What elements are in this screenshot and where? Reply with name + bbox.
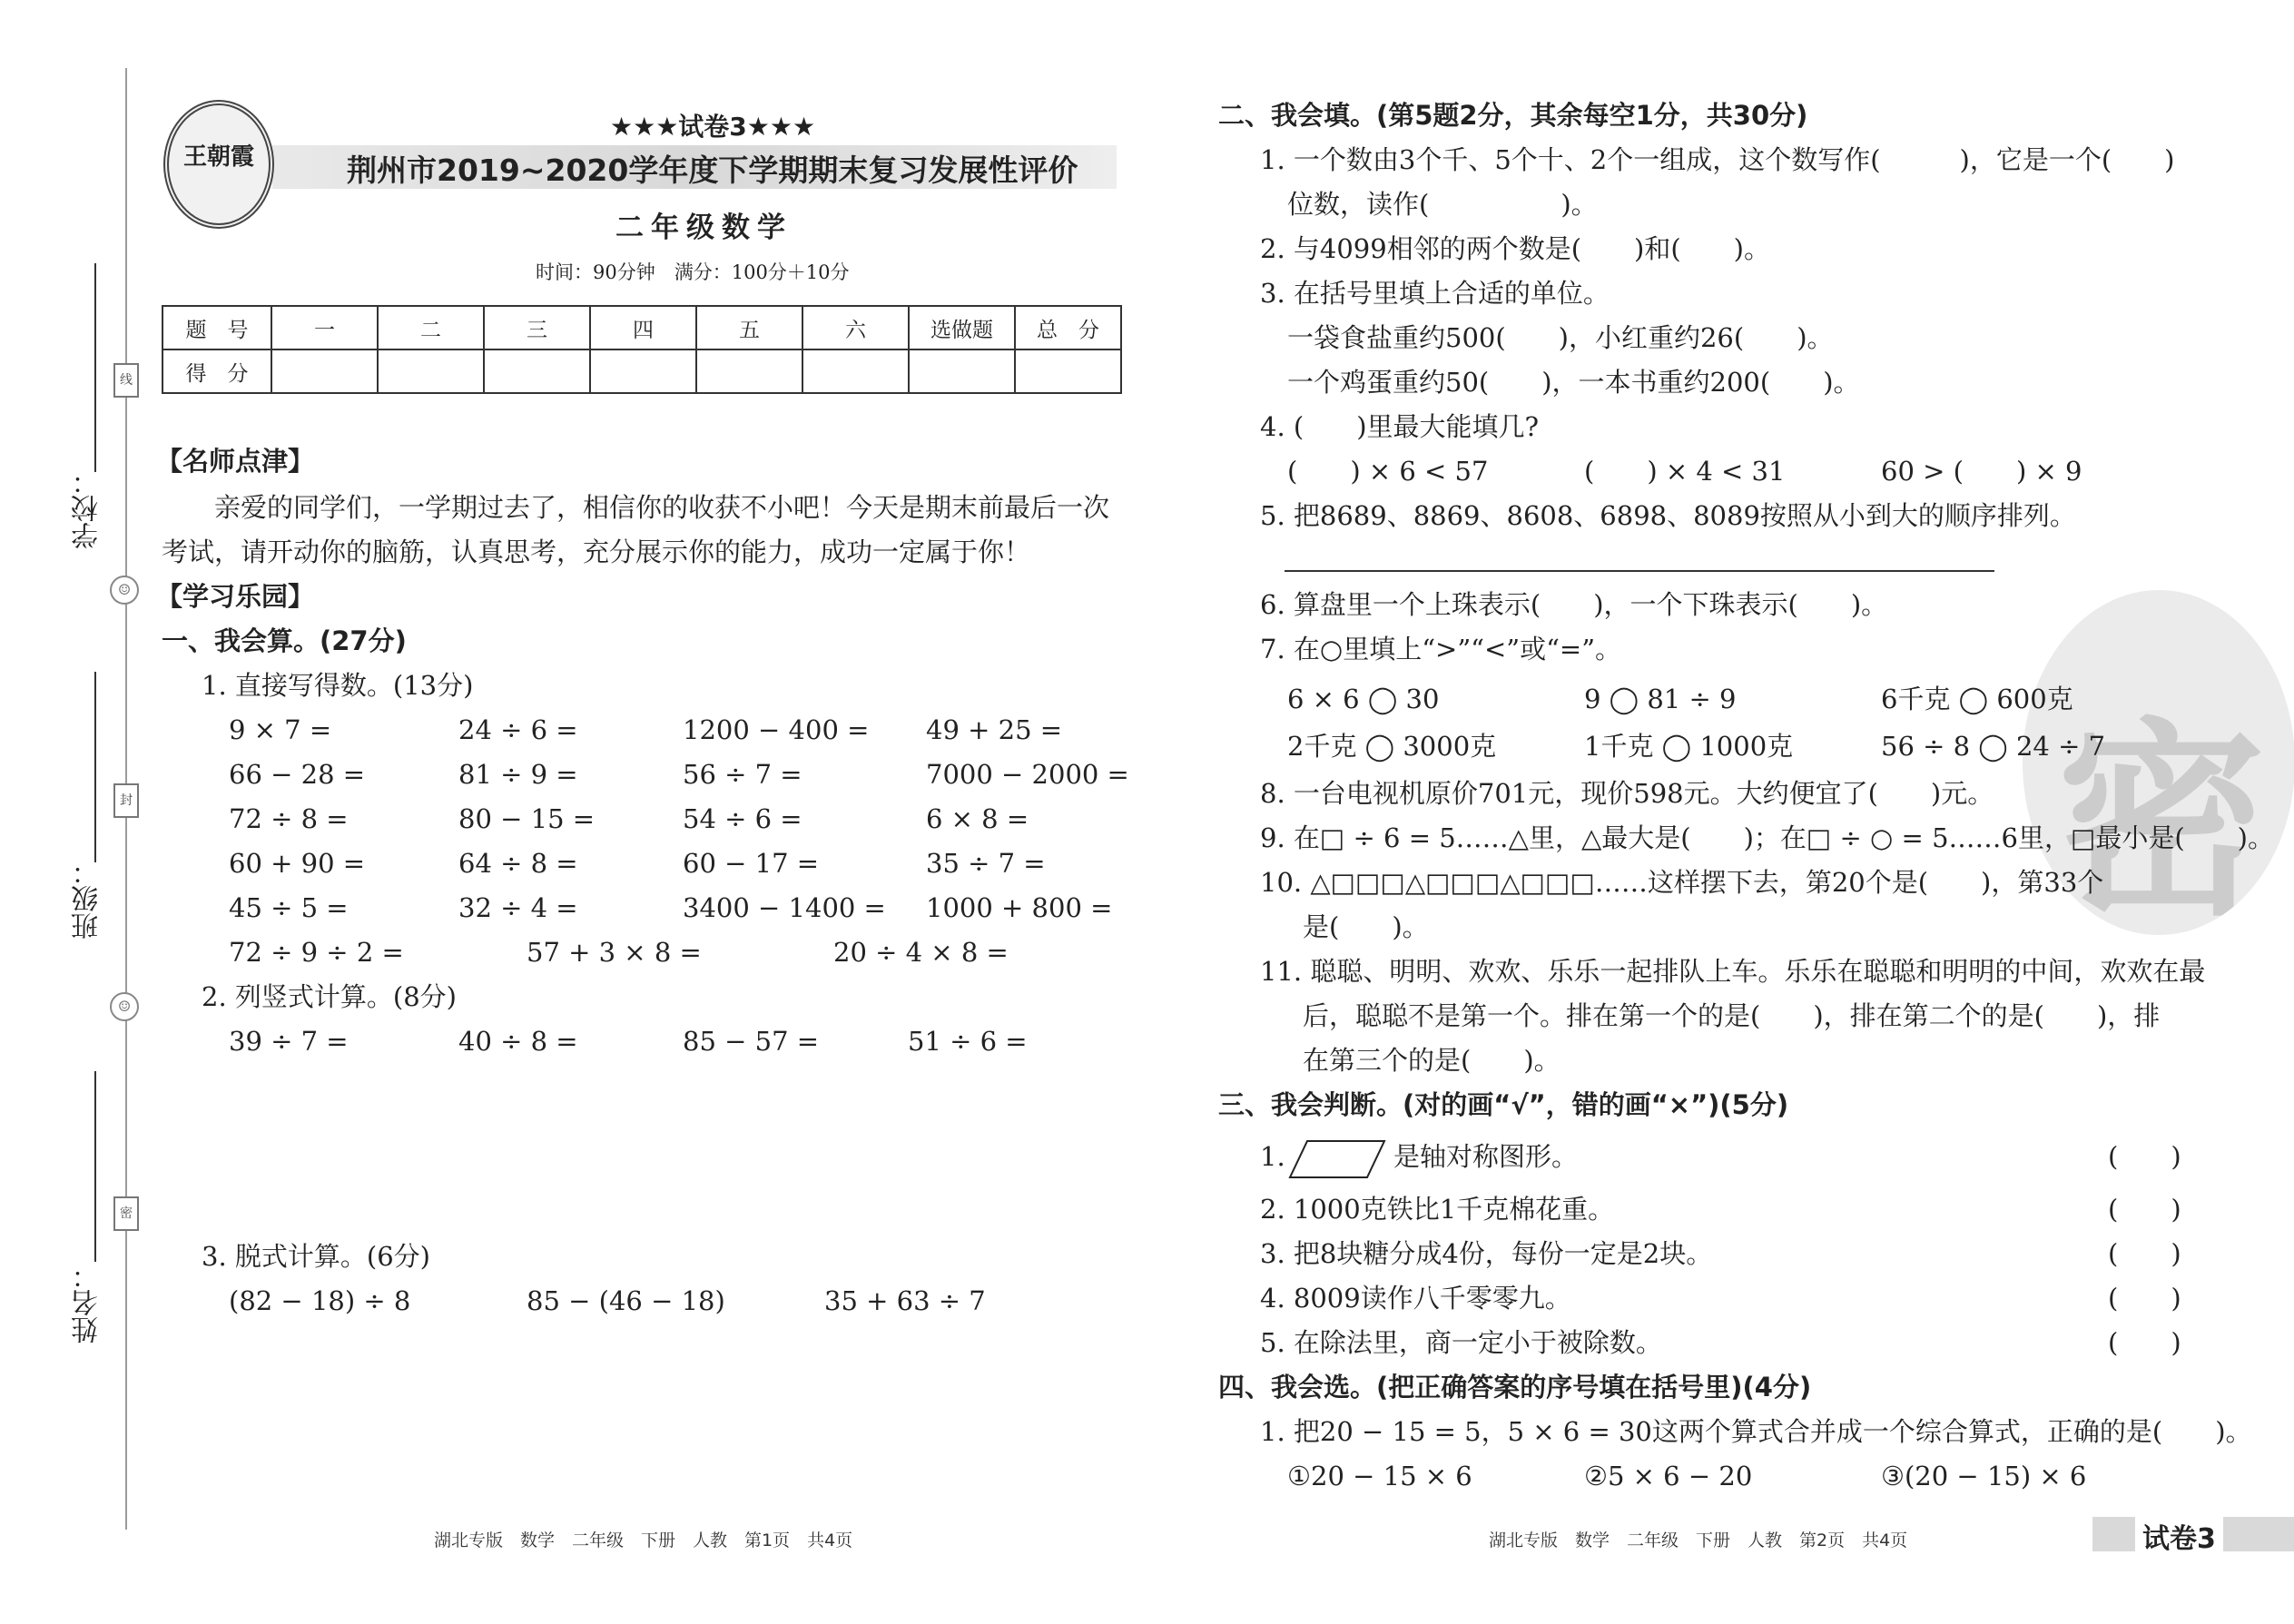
table-cell: 选做题 [909, 306, 1015, 349]
class-label: 班级： [72, 858, 103, 940]
question-1-2: 2. 列竖式计算。(8分) [202, 981, 457, 1012]
fill-item: 60 > ( ) × 9 [1881, 456, 2082, 487]
judge-question: 2. 1000克铁比1千克棉花重。 [1260, 1194, 1615, 1225]
calc-item: 57 + 3 × 8 = [527, 937, 702, 968]
answer-paren[interactable]: ( ) [2108, 1238, 2181, 1269]
vertical-calc-item: 40 ÷ 8 = [458, 1026, 578, 1057]
fill-question: 1. 一个数由3个千、5个十、2个一组成，这个数写作( )，它是一个( ) [1260, 144, 2175, 175]
calc-item: 56 ÷ 7 = [683, 759, 802, 790]
table-cell: 四 [590, 306, 696, 349]
compare-item: 6千克 ◯ 600克 [1881, 684, 2073, 714]
compare-item: 9 ◯ 81 ÷ 9 [1584, 684, 1737, 714]
class-line [94, 672, 96, 862]
calc-item: 1000 + 800 = [926, 892, 1113, 923]
seal-mark-secret: 密 [113, 1196, 139, 1231]
score-cell[interactable] [1015, 349, 1121, 393]
vertical-calc-item: 39 ÷ 7 = [229, 1026, 349, 1057]
fill-question: 11. 聪聪、明明、欢欢、乐乐一起排队上车。乐乐在聪聪和明明的中间，欢欢在最 [1260, 956, 2206, 987]
score-table [162, 305, 1122, 394]
table-cell: 二 [378, 306, 484, 349]
parallelogram-icon [1287, 1138, 1387, 1180]
score-table-score-row [162, 349, 1121, 393]
calc-item: 64 ÷ 8 = [458, 848, 578, 879]
publisher-logo: 王朝霞 [163, 100, 274, 229]
fill-question: 8. 一台电视机原价701元，现价598元。大约便宜了( )元。 [1260, 778, 1994, 809]
score-cell[interactable] [271, 349, 378, 393]
garden-heading: 【学习乐园】 [156, 581, 315, 612]
punch-hole-icon: ☺ [110, 992, 139, 1021]
fill-question: 是( )。 [1303, 911, 1429, 942]
table-cell: 三 [484, 306, 590, 349]
secret-stamp-icon: 密 [2023, 590, 2294, 935]
footer-right: 湖北专版 数学 二年级 下册 人教 第2页 共4页 [1489, 1530, 1908, 1550]
punch-hole-icon: ☺ [110, 576, 139, 605]
judge-question: 4. 8009读作八千零零九。 [1260, 1283, 1571, 1314]
calc-item: 24 ÷ 6 = [458, 714, 578, 745]
calc-item: 20 ÷ 4 × 8 = [833, 937, 1009, 968]
question-1-3: 3. 脱式计算。(6分) [202, 1241, 430, 1272]
fill-question: 位数，读作( )。 [1287, 189, 1598, 220]
calc-item: 35 ÷ 7 = [926, 848, 1046, 879]
fill-question: 9. 在□ ÷ 6 = 5……△里，△最大是( )；在□ ÷ ○ = 5……6里，□最小是( )。 [1260, 822, 2274, 853]
table-cell: 题 号 [162, 306, 271, 349]
fill-item: ( ) × 6 < 57 [1287, 456, 1489, 487]
calc-item: 49 + 25 = [926, 714, 1063, 745]
score-table-header-row [162, 306, 1121, 349]
answer-line[interactable] [1285, 570, 1994, 572]
score-cell[interactable] [378, 349, 484, 393]
seal-mark-line: 线 [113, 363, 139, 398]
choice-option: ③(20 − 15) × 6 [1881, 1461, 2087, 1491]
vertical-calc-item: 85 − 57 = [683, 1026, 820, 1057]
fill-item: ( ) × 4 < 31 [1584, 456, 1786, 487]
judge-number: 1. [1260, 1141, 1285, 1172]
calc-item: 6 × 8 = [926, 803, 1029, 834]
subject-title: 二年级数学 [615, 212, 793, 244]
score-cell[interactable] [802, 349, 909, 393]
compare-item: 2千克 ◯ 3000克 [1287, 731, 1497, 762]
fill-question: 2. 与4099相邻的两个数是( )和( )。 [1260, 233, 1770, 264]
section-4-title: 四、我会选。(把正确答案的序号填在括号里)(4分) [1218, 1372, 1812, 1403]
calc-item: 60 − 17 = [683, 848, 820, 879]
choice-question: 1. 把20 − 15 = 5，5 × 6 = 30这两个算式合并成一个综合算式，正确的是( )。 [1260, 1416, 2252, 1447]
calc-item: 72 ÷ 8 = [229, 803, 349, 834]
name-label: 姓名： [72, 1262, 103, 1343]
calc-item: 1200 − 400 = [683, 714, 870, 745]
name-line [94, 1071, 96, 1262]
table-cell: 得 分 [162, 349, 271, 393]
tips-heading: 【名师点津】 [156, 446, 315, 477]
fill-question: 7. 在○里填上“>”“<”或“=”。 [1260, 634, 1622, 664]
tips-text: 亲爱的同学们，一学期过去了，相信你的收获不小吧！今天是期末前最后一次 [214, 492, 1110, 523]
fill-question: 3. 在括号里填上合适的单位。 [1260, 278, 1610, 309]
compare-item: 6 × 6 ◯ 30 [1287, 684, 1440, 714]
fill-question: 后，聪聪不是第一个。排在第一个的是( )，排在第二个的是( )，排 [1303, 1000, 2161, 1031]
fill-question: 6. 算盘里一个上珠表示( )，一个下珠表示( )。 [1260, 589, 1888, 620]
table-cell: 五 [696, 306, 802, 349]
table-cell: 总 分 [1015, 306, 1121, 349]
school-label: 学校： [72, 468, 103, 549]
question-1-1: 1. 直接写得数。(13分) [202, 670, 474, 701]
fill-question: 4. ( )里最大能填几? [1260, 411, 1540, 442]
calc-item: 54 ÷ 6 = [683, 803, 802, 834]
judge-question: 是轴对称图形。 [1393, 1141, 1579, 1172]
choice-option: ①20 − 15 × 6 [1287, 1461, 1472, 1491]
calc-item: 72 ÷ 9 ÷ 2 = [229, 937, 404, 968]
calc-item: 81 ÷ 9 = [458, 759, 578, 790]
stepwise-calc-item: 85 − (46 − 18) [527, 1285, 725, 1316]
fill-question: 在第三个的是( )。 [1303, 1045, 1561, 1076]
stepwise-calc-item: (82 − 18) ÷ 8 [229, 1285, 411, 1316]
answer-paren[interactable]: ( ) [2108, 1194, 2181, 1225]
vertical-calc-item: 51 ÷ 6 = [908, 1026, 1028, 1057]
school-line [94, 263, 96, 472]
judge-question: 5. 在除法里，商一定小于被除数。 [1260, 1327, 1662, 1358]
score-cell[interactable] [590, 349, 696, 393]
tips-text: 考试，请开动你的脑筋，认真思考，充分展示你的能力，成功一定属于你！ [162, 536, 1031, 567]
calc-item: 3400 − 1400 = [683, 892, 886, 923]
section-3-title: 三、我会判断。(对的画“√”，错的画“×”)(5分) [1218, 1089, 1789, 1120]
seal-mark-seal: 封 [113, 783, 139, 818]
footer-left: 湖北专版 数学 二年级 下册 人教 第1页 共4页 [434, 1530, 853, 1550]
calc-item: 60 + 90 = [229, 848, 366, 879]
calc-item: 7000 − 2000 = [926, 759, 1129, 790]
compare-item: 56 ÷ 8 ◯ 24 ÷ 7 [1881, 731, 2106, 762]
exam-title: 荆州市2019~2020学年度下学期期末复习发展性评价 [347, 153, 1078, 188]
judge-question: 3. 把8块糖分成4份，每份一定是2块。 [1260, 1238, 1713, 1269]
fill-question: 10. △□□□△□□□△□□□……这样摆下去，第20个是( )，第33个 [1260, 867, 2104, 898]
stepwise-calc-item: 35 + 63 ÷ 7 [824, 1285, 986, 1316]
paper-tag: 试卷3 [2135, 1516, 2223, 1556]
fill-question: 一个鸡蛋重约50( )，一本书重约200( )。 [1287, 367, 1860, 398]
calc-item: 66 − 28 = [229, 759, 366, 790]
table-cell: 一 [271, 306, 378, 349]
table-cell: 六 [802, 306, 909, 349]
calc-item: 32 ÷ 4 = [458, 892, 578, 923]
answer-paren[interactable]: ( ) [2108, 1141, 2181, 1172]
paper-series: ★★★试卷3★★★ [610, 112, 816, 142]
fill-question: 一袋食盐重约500( )，小红重约26( )。 [1287, 322, 1834, 353]
calc-item: 80 − 15 = [458, 803, 596, 834]
calc-item: 45 ÷ 5 = [229, 892, 349, 923]
section-2-title: 二、我会填。(第5题2分，其余每空1分，共30分) [1218, 100, 1808, 131]
score-cell[interactable] [909, 349, 1015, 393]
section-1-title: 一、我会算。(27分) [162, 625, 407, 656]
score-cell[interactable] [484, 349, 590, 393]
exam-time: 时间：90分钟 满分：100分＋10分 [536, 261, 850, 283]
score-cell[interactable] [696, 349, 802, 393]
answer-paren[interactable]: ( ) [2108, 1327, 2181, 1358]
calc-item: 9 × 7 = [229, 714, 332, 745]
fill-question: 5. 把8689、8869、8608、6898、8089按照从小到大的顺序排列。 [1260, 500, 2076, 531]
answer-paren[interactable]: ( ) [2108, 1283, 2181, 1314]
choice-option: ②5 × 6 − 20 [1584, 1461, 1753, 1491]
compare-item: 1千克 ◯ 1000克 [1584, 731, 1794, 762]
